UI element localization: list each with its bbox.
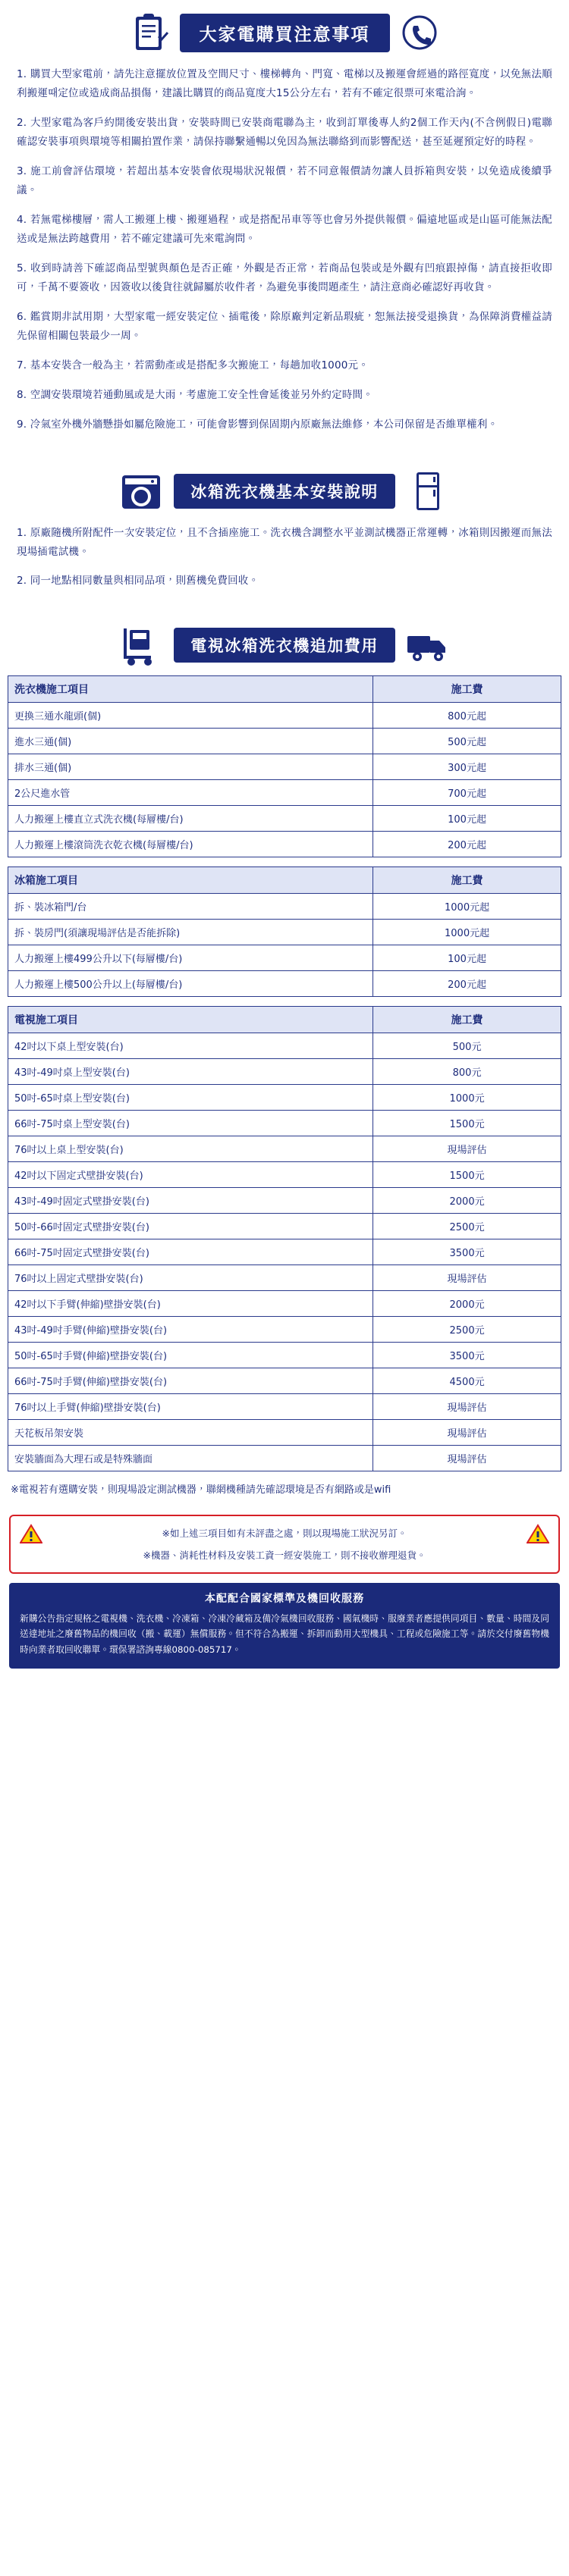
note-item: 5. 收到時請善下確認商品型號與顏色是否正確，外觀是否正常，若商品包裝或是外觀有凹痕跟掉傷，請直接拒收即可，千萬不要簽收，因簽收以後貨往就歸屬於收件者，為避免事後問題產生，請注意商必確認好再收貨。 [17, 262, 552, 293]
tv-table [8, 1006, 561, 1471]
table-header-row [8, 867, 561, 894]
warning-text-2: ※機器、消耗性材料及安裝工資一經安裝施工，則不接收辦理退貨。 [143, 1549, 426, 1561]
table-row [8, 920, 561, 945]
footer-body: 新購公告指定規格之電視機、洗衣機、冷凍箱、冷凍冷藏箱及備冷氣機回收服務、國氣機時、服廢業者應提供同項目、數量、時間及同送達地址之廢舊物品的機回收（搬、載運）無償服務。但不符合為搬運、拆卸而動用大型機具、工程或危險施工等。請於交付廢舊物機時向業者取回收聯單。環保署諮詢專線0800-085717。 [20, 1612, 549, 1656]
cell-item: 人力搬運上樓滾筒洗衣乾衣機(每層樓/台) [8, 832, 373, 857]
cell-fee: 3500元 [373, 1239, 561, 1265]
cell-item: 42吋以下手臂(伸縮)壁掛安裝(台) [8, 1291, 373, 1317]
note-item: 2. 同一地點相同數量與相同品項，則舊機免費回收。 [17, 575, 259, 588]
footer-title: 本配配合國家標準及機回收服務 [205, 1592, 364, 1605]
cell-item: 拆、裝房門(須讓現場評估是否能拆除) [8, 920, 373, 945]
table-row [8, 1368, 561, 1394]
column-header-item: 電視施工項目 [8, 1007, 373, 1033]
warning-text-1: ※如上述三項目如有未評盡之處，則以現場施工狀況另訂。 [162, 1528, 407, 1540]
note-item: 4. 若無電梯樓層，需人工搬運上樓、搬運過程，或是搭配吊車等等也會另外提供報價。偏遠地區或是山區可能無法配送或是無法跨越費用，若不確定建議可先來電詢問。 [17, 213, 552, 245]
warning-triangle-icon [20, 1524, 42, 1544]
fee-tables [0, 675, 569, 1471]
table-row [8, 1394, 561, 1420]
cell-item: 43吋-49吋手臂(伸縮)壁掛安裝(台) [8, 1317, 373, 1343]
cell-fee: 現場評估 [373, 1420, 561, 1446]
cell-fee: 2000元 [373, 1188, 561, 1214]
cell-item: 天花板吊架安裝 [8, 1420, 373, 1446]
table-row [8, 832, 561, 857]
cell-item: 66吋-75吋桌上型安裝(台) [8, 1111, 373, 1136]
table-row [8, 754, 561, 780]
washer-icon [118, 468, 165, 515]
cell-fee: 1000元 [373, 1085, 561, 1111]
cell-item: 人力搬運上樓500公升以上(每層樓/台) [8, 971, 373, 997]
column-header-item: 洗衣機施工項目 [8, 676, 373, 703]
cell-fee: 700元起 [373, 780, 561, 806]
cell-item: 50吋-65吋桌上型安裝(台) [8, 1085, 373, 1111]
phone-icon [398, 11, 442, 55]
table-row [8, 1239, 561, 1265]
cell-fee: 現場評估 [373, 1265, 561, 1291]
note-item: 7. 基本安裝含一般為主，若需動產或是搭配多次搬施工，每趟加收1000元。 [17, 359, 369, 371]
cell-fee: 500元 [373, 1033, 561, 1059]
note-item: 9. 冷氣室外機外牆懸掛如屬危險施工，可能會影響到保固期內原廠無法維修，本公司保留是否維單權利。 [17, 418, 498, 431]
cell-item: 排水三通(個) [8, 754, 373, 780]
table-row [8, 1214, 561, 1239]
section2 [0, 456, 569, 614]
cell-fee: 2000元 [373, 1291, 561, 1317]
warning-box [9, 1515, 560, 1574]
table-note: ※電視若有選購安裝，則現場設定測試機器，聯網機種請先確認環境是否有網路或是wifi [11, 1484, 391, 1496]
cell-item: 42吋以下固定式壁掛安裝(台) [8, 1162, 373, 1188]
cell-fee: 1500元 [373, 1162, 561, 1188]
cell-item: 66吋-75吋固定式壁掛安裝(台) [8, 1239, 373, 1265]
table-row [8, 1188, 561, 1214]
fridge-table [8, 867, 561, 997]
washer-table [8, 675, 561, 857]
section2-header [0, 463, 569, 521]
section3-title: 電視冰箱洗衣機追加費用 [174, 628, 395, 663]
note-item: 1. 原廠隨機所附配件一次安裝定位，且不含插座施工。洗衣機含調整水平並測試機器正常運轉，冰箱則因搬運而無法現場插電試機。 [17, 526, 552, 558]
cell-fee: 1500元 [373, 1111, 561, 1136]
table-row [8, 703, 561, 729]
cell-fee: 4500元 [373, 1368, 561, 1394]
section1-title: 大家電購買注意事項 [180, 14, 390, 52]
cell-fee: 現場評估 [373, 1394, 561, 1420]
cell-item: 43吋-49吋固定式壁掛安裝(台) [8, 1188, 373, 1214]
note-item: 3. 施工前會評估環境，若超出基本安裝會依現場狀況報價，若不同意報價請勿讓人員拆箱與安裝，以免造成後續爭議。 [17, 165, 552, 196]
cell-item: 進水三通(個) [8, 729, 373, 754]
cell-item: 43吋-49吋桌上型安裝(台) [8, 1059, 373, 1085]
section3-header [0, 613, 569, 675]
table-row [8, 806, 561, 832]
table-row [8, 1317, 561, 1343]
cell-fee: 100元起 [373, 945, 561, 971]
table-row [8, 1162, 561, 1188]
cell-fee: 200元起 [373, 971, 561, 997]
cell-fee: 1000元起 [373, 920, 561, 945]
clipboard-icon [128, 11, 172, 55]
cell-item: 人力搬運上樓499公升以下(每層樓/台) [8, 945, 373, 971]
note-item: 6. 鑑賞期非試用期，大型家電一經安裝定位、插電後，除原廠判定新品瑕疵，恕無法接受退換貨，為保障消費權益請先保留相關包裝最少一周。 [17, 310, 552, 342]
dolly-icon [118, 622, 165, 668]
cell-item: 50吋-65吋手臂(伸縮)壁掛安裝(台) [8, 1343, 373, 1368]
cell-fee: 200元起 [373, 832, 561, 857]
warning-row-primary [20, 1524, 549, 1544]
table-row [8, 1343, 561, 1368]
table-row [8, 971, 561, 997]
cell-fee: 1000元起 [373, 894, 561, 920]
column-header-fee: 施工費 [373, 1007, 561, 1033]
warning-triangle-icon [527, 1524, 549, 1544]
table-row [8, 1136, 561, 1162]
table-row [8, 1059, 561, 1085]
cell-fee: 800元起 [373, 703, 561, 729]
table-row [8, 1446, 561, 1471]
cell-item: 76吋以上桌上型安裝(台) [8, 1136, 373, 1162]
table-header-row [8, 1007, 561, 1033]
table-row [8, 780, 561, 806]
note-item: 2. 大型家電為客戶約開後安裝出貨，安裝時間已安裝商電聯為主，收到訂單後專人約2個工作天內(不含例假日)電聯確認安裝事項與環境等相關拍置作業，請保持聯繫通暢以免因為無法聯絡到而影響配送，甚至延遲預定好的時程。 [17, 116, 552, 148]
note-item: 1. 購買大型家電前，請先注意擺放位置及空間尺寸、樓梯轉角、門寬、電梯以及搬運會經過的路徑寬度，以免無法順利搬運때定位或造成商品損傷，建議比購買的商品寬度大15公分左右，若有不確定很票可來電洽詢。 [17, 68, 552, 99]
cell-item: 42吋以下桌上型安裝(台) [8, 1033, 373, 1059]
table-row [8, 1420, 561, 1446]
section1-header [0, 0, 569, 59]
table-row [8, 945, 561, 971]
table-header-row [8, 676, 561, 703]
cell-fee: 800元 [373, 1059, 561, 1085]
table-row [8, 894, 561, 920]
cell-item: 拆、裝冰箱門/台 [8, 894, 373, 920]
table-row [8, 1033, 561, 1059]
cell-fee: 300元起 [373, 754, 561, 780]
cell-item: 76吋以上手臂(伸縮)壁掛安裝(台) [8, 1394, 373, 1420]
table-row [8, 729, 561, 754]
cell-item: 76吋以上固定式壁掛安裝(台) [8, 1265, 373, 1291]
table-row [8, 1111, 561, 1136]
cell-item: 安裝牆面為大理石或是特殊牆面 [8, 1446, 373, 1471]
cell-fee: 3500元 [373, 1343, 561, 1368]
table-row [8, 1291, 561, 1317]
fridge-icon [404, 468, 451, 515]
column-header-item: 冰箱施工項目 [8, 867, 373, 894]
table-row [8, 1085, 561, 1111]
section2-notes [0, 521, 569, 611]
column-header-fee: 施工費 [373, 676, 561, 703]
cell-fee: 500元起 [373, 729, 561, 754]
column-header-fee: 施工費 [373, 867, 561, 894]
section1-notes [0, 59, 569, 456]
footer-recycling-notice [9, 1583, 560, 1669]
cell-item: 更換三通水龍頭(個) [8, 703, 373, 729]
cell-fee: 100元起 [373, 806, 561, 832]
cell-fee: 2500元 [373, 1214, 561, 1239]
note-item: 8. 空調安裝環境若通動風或是大雨，考慮施工安全性會延後並另外約定時間。 [17, 388, 373, 401]
cell-fee: 現場評估 [373, 1446, 561, 1471]
cell-item: 2公尺進水管 [8, 780, 373, 806]
section2-title: 冰箱洗衣機基本安裝說明 [174, 474, 395, 509]
cell-fee: 現場評估 [373, 1136, 561, 1162]
cell-fee: 2500元 [373, 1317, 561, 1343]
truck-icon [404, 622, 451, 668]
cell-item: 人力搬運上樓直立式洗衣機(每層樓/台) [8, 806, 373, 832]
cell-item: 66吋-75吋手臂(伸縮)壁掛安裝(台) [8, 1368, 373, 1394]
cell-item: 50吋-66吋固定式壁掛安裝(台) [8, 1214, 373, 1239]
table-row [8, 1265, 561, 1291]
